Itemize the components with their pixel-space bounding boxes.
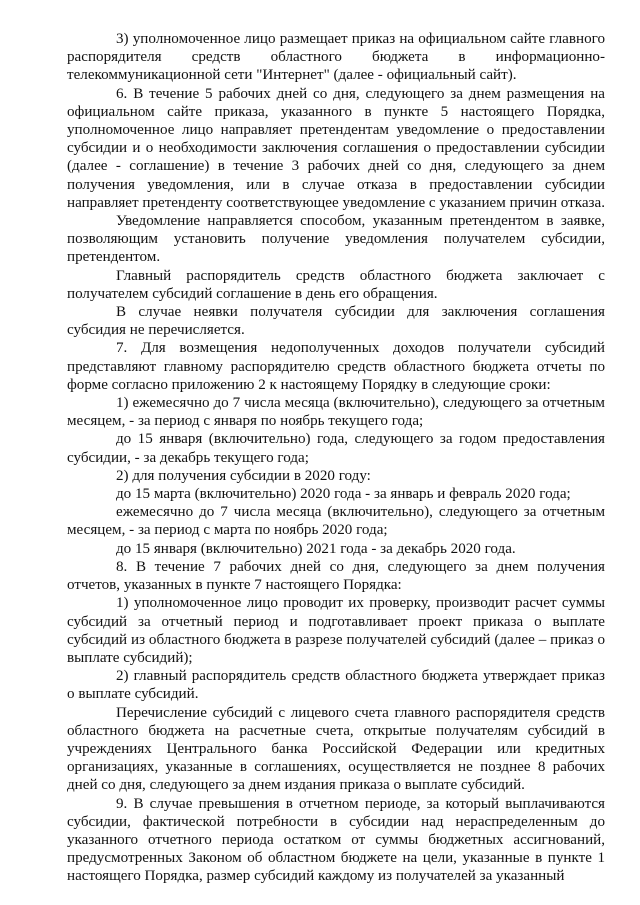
paragraph-7-2-monthly: ежемесячно до 7 числа месяца (включительно), следующего за отчетным месяцем, - за период с марта по ноябрь 2020 года; xyxy=(67,504,605,539)
paragraph-6-notification: 6. В течение 5 рабочих дней со дня, следующего за днем размещения на официальном сайте приказа, указанного в пункте 5 настоящего Порядка, уполномоченное лицо направляет претендентам уведомление о предоставлении субсидии и о необходимости заключения соглашения о предоставлении субсидии (далее - соглашение) в течение 3 рабочих дней со дня, следующего за днем получения уведомления, или в случае отказа в предоставлении субсидии направляет претенденту соответствующее уведомление с указанием причин отказа. xyxy=(67,85,605,211)
paragraph-3-publication: 3) уполномоченное лицо размещает приказ на официальном сайте главного распорядителя средств областного бюджета в информационно-телекоммуникационной сети "Интернет" (далее - официальный сайт). xyxy=(67,31,605,84)
paragraph-9-excess: 9. В случае превышения в отчетном периоде, за который выплачиваются субсидии, фактической потребности в субсидии над нераспределенным до указанного отчетного периода остатком от суммы бюджетных ассигнований, предусмотренных Законом об областном бюджете на цели, указанные в пункте 1 настоящего Порядка, размер субсидий каждому из получателей за указанный xyxy=(67,795,605,885)
paragraph-7-reports: 7. Для возмещения недополученных доходов получатели субсидий представляют главному распорядителю средств областного бюджета отчеты по форме согласно приложению 2 к настоящему Порядку в следующие сроки: xyxy=(67,340,605,393)
paragraph-non-appearance: В случае неявки получателя субсидии для заключения соглашения субсидия не перечисляется. xyxy=(67,304,605,339)
paragraph-7-1-january: до 15 января (включительно) года, следующего за годом предоставления субсидии, - за декабрь текущего года; xyxy=(67,431,605,466)
paragraph-agreement-conclusion: Главный распорядитель средств областного бюджета заключает с получателем субсидий соглашение в день его обращения. xyxy=(67,267,605,302)
paragraph-8-1-check: 1) уполномоченное лицо проводит их проверку, производит расчет суммы субсидий за отчетный период и подготавливает проект приказа о выплате субсидий из областного бюджета в разрезе получателей субсидий (далее – приказ о выплате субсидий); xyxy=(67,595,605,666)
paragraph-7-2-2020: 2) для получения субсидии в 2020 году: xyxy=(116,467,371,484)
paragraph-7-2-january-2021: до 15 января (включительно) 2021 года - за декабрь 2020 года. xyxy=(116,540,516,557)
paragraph-transfer: Перечисление субсидий с лицевого счета главного распорядителя средств областного бюджета на расчетные счета, открытые получателям субсидий в учреждениях Центрального банка Российской Федерации или кредитных организациях, указанные в соглашениях, осуществляется не позднее 8 рабочих дней со дня, следующего за днем издания приказа о выплате субсидий. xyxy=(67,704,605,794)
paragraph-notification-method: Уведомление направляется способом, указанным претендентом в заявке, позволяющим установить получение уведомления получателем субсидии, претендентом. xyxy=(67,213,605,266)
paragraph-7-1-monthly: 1) ежемесячно до 7 числа месяца (включительно), следующего за отчетным месяцем, - за период с января по ноябрь текущего года; xyxy=(67,395,605,430)
paragraph-8-review: 8. В течение 7 рабочих дней со дня, следующего за днем получения отчетов, указанных в пункте 7 настоящего Порядка: xyxy=(67,558,605,594)
paragraph-8-2-approval: 2) главный распорядитель средств областного бюджета утверждает приказ о выплате субсидий. xyxy=(67,668,605,703)
document-body xyxy=(67,30,605,886)
paragraph-7-2-march: до 15 марта (включительно) 2020 года - за январь и февраль 2020 года; xyxy=(116,486,571,503)
